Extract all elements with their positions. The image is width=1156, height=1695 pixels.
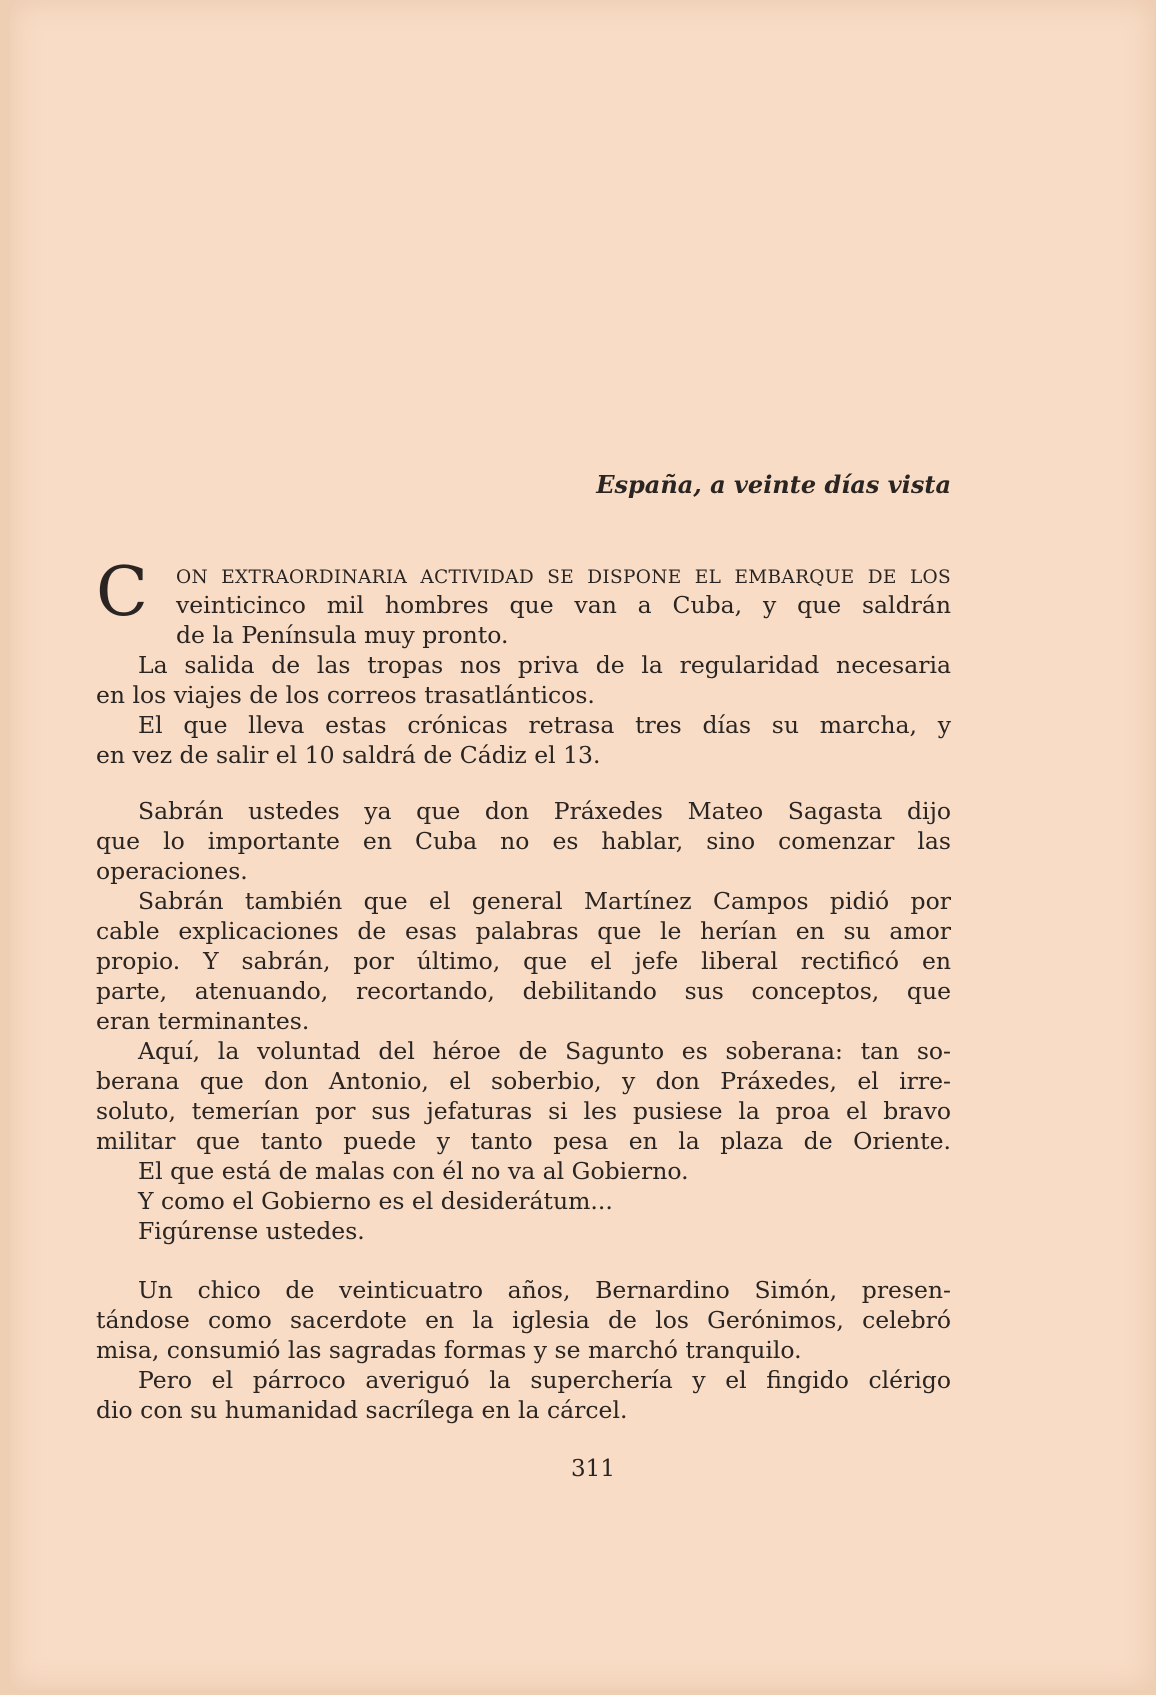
text-line: veinticinco mil hombres que van a Cuba, y que saldrán — [176, 591, 951, 619]
text-line: soluto, temerían por sus jefaturas si les pusiese la proa el bravo — [96, 1097, 951, 1125]
text-line: ON EXTRAORDINARIA ACTIVIDAD SE DISPONE EL EMBARQUE DE LOS — [176, 567, 951, 588]
page-number: 311 — [571, 1456, 615, 1482]
text-line: eran terminantes. — [96, 1007, 310, 1035]
text-line: en vez de salir el 10 saldrá de Cádiz el 13. — [96, 741, 601, 769]
text-line: Pero el párroco averiguó la superchería y el fingido clérigo — [138, 1366, 951, 1394]
text-line: propio. Y sabrán, por último, que el jefe liberal rectificó en — [96, 947, 951, 975]
text-line: La salida de las tropas nos priva de la regularidad necesaria — [138, 651, 951, 679]
text-line: El que está de malas con él no va al Gobierno. — [138, 1157, 689, 1185]
text-line: parte, atenuando, recortando, debilitando sus conceptos, que — [96, 977, 951, 1005]
text-line: en los viajes de los correos trasatlánticos. — [96, 681, 595, 709]
text-line: misa, consumió las sagradas formas y se marchó tranquilo. — [96, 1336, 802, 1364]
text-line: Un chico de veinticuatro años, Bernardino Simón, presen- — [138, 1276, 951, 1304]
text-line: militar que tanto puede y tanto pesa en la plaza de Oriente. — [96, 1127, 951, 1155]
text-line: berana que don Antonio, el soberbio, y don Práxedes, el irre- — [96, 1067, 951, 1095]
text-line: Sabrán también que el general Martínez Campos pidió por — [138, 887, 951, 915]
text-line: Y como el Gobierno es el desiderátum... — [138, 1187, 613, 1215]
text-line: cable explicaciones de esas palabras que le herían en su amor — [96, 917, 951, 945]
chapter-title: España, a veinte días vista — [596, 470, 951, 499]
text-line: operaciones. — [96, 857, 248, 885]
text-line: que lo importante en Cuba no es hablar, sino comenzar las — [96, 827, 951, 855]
drop-cap: C — [96, 553, 149, 632]
text-line: El que lleva estas crónicas retrasa tres días su marcha, y — [138, 711, 951, 739]
text-line: tándose como sacerdote en la iglesia de los Gerónimos, celebró — [96, 1306, 951, 1334]
text-line: Aquí, la voluntad del héroe de Sagunto es soberana: tan so- — [138, 1037, 951, 1065]
text-line: de la Península muy pronto. — [176, 621, 509, 649]
text-line: Sabrán ustedes ya que don Práxedes Mateo Sagasta dijo — [138, 797, 951, 825]
text-line: Figúrense ustedes. — [138, 1217, 365, 1245]
text-line: dio con su humanidad sacrílega en la cárcel. — [96, 1396, 628, 1424]
